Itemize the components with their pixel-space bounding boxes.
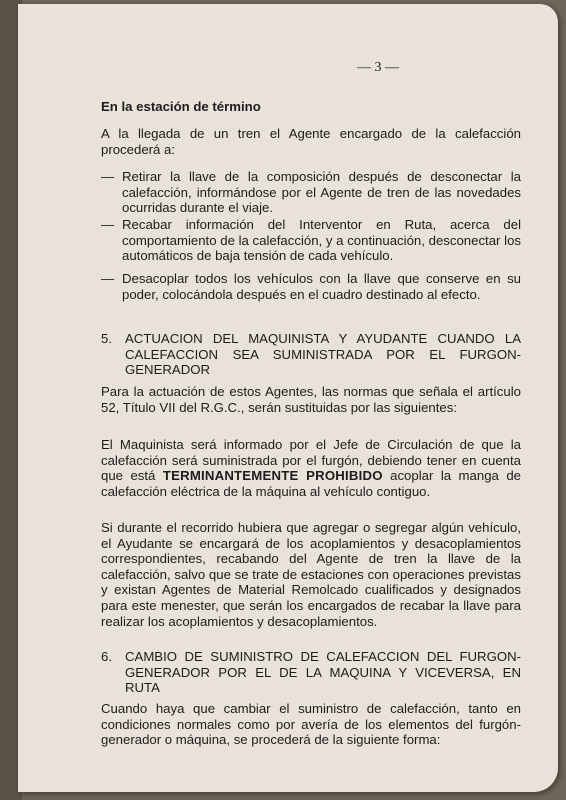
bullet-marker: — xyxy=(101,271,115,286)
paragraph: Para la actuación de estos Agentes, las normas que señala el artículo 52, Título VII del R.G.C., serán sustituidas por las siguientes: xyxy=(101,384,521,415)
bullet-item: Recabar información del Interventor en Ruta, acerca del comportamiento de la calefacción, y a continuación, desconectar los automáticos de baja tensión de cada vehículo. xyxy=(122,217,521,264)
section-title: ACTUACION DEL MAQUINISTA Y AYUDANTE CUANDO LA CALEFACCION SEA SUMINISTRADA POR EL FURGON-GENERADOR xyxy=(125,331,521,378)
intro-paragraph: A la llegada de un tren el Agente encargado de la calefacción procederá a: xyxy=(101,126,521,157)
bullet-marker: — xyxy=(101,169,115,184)
paragraph-prohibition xyxy=(101,437,521,499)
bullet-item: Desacoplar todos los vehículos con la llave que conserve en su poder, colocándola después en el cuadro destinado al efecto. xyxy=(122,271,521,302)
paragraph: Cuando haya que cambiar el suministro de calefacción, tanto en condiciones normales como por avería de los elementos del furgón-generador o máquina, se procederá de la siguiente forma: xyxy=(101,701,521,748)
section-heading: En la estación de término xyxy=(101,99,261,114)
section-number: 6. xyxy=(101,649,112,664)
page-number: — 3 — xyxy=(357,60,399,75)
emphasis-text: TERMINANTEMENTE PROHIBIDO xyxy=(162,468,383,484)
section-number: 5. xyxy=(101,331,112,346)
section-title: CAMBIO DE SUMINISTRO DE CALEFACCION DEL FURGON-GENERADOR POR EL DE LA MAQUINA Y VICEVERSA, EN RUTA xyxy=(125,649,521,696)
paragraph: Si durante el recorrido hubiera que agregar o segregar algún vehículo, el Ayudante se encargará de los acoplamientos y desacoplamientos correspondientes, recabando del Agente de tren la llave de la calefacción, salvo que se trate de estaciones con operaciones previstas y existan Agentes de Material Remolcado cualificados y designados para este menester, que serán los encargados de recabar la llave para realizar los acoplamientos y desacoplamientos. xyxy=(101,520,521,629)
bullet-item: Retirar la llave de la composición después de desconectar la calefacción, informándose por el Agente de tren de las novedades ocurridas durante el viaje. xyxy=(122,169,521,216)
paragraph-text: acoplar la manga de calefacción eléctrica de la máquina al vehículo contiguo. xyxy=(101,468,521,499)
bullet-marker: — xyxy=(101,217,115,232)
paragraph-text: El Maquinista será informado por el Jefe de Circulación de que la calefacción será suministrada por el furgón, debiendo tener en cuenta que está xyxy=(101,437,521,484)
document-page xyxy=(18,4,558,792)
